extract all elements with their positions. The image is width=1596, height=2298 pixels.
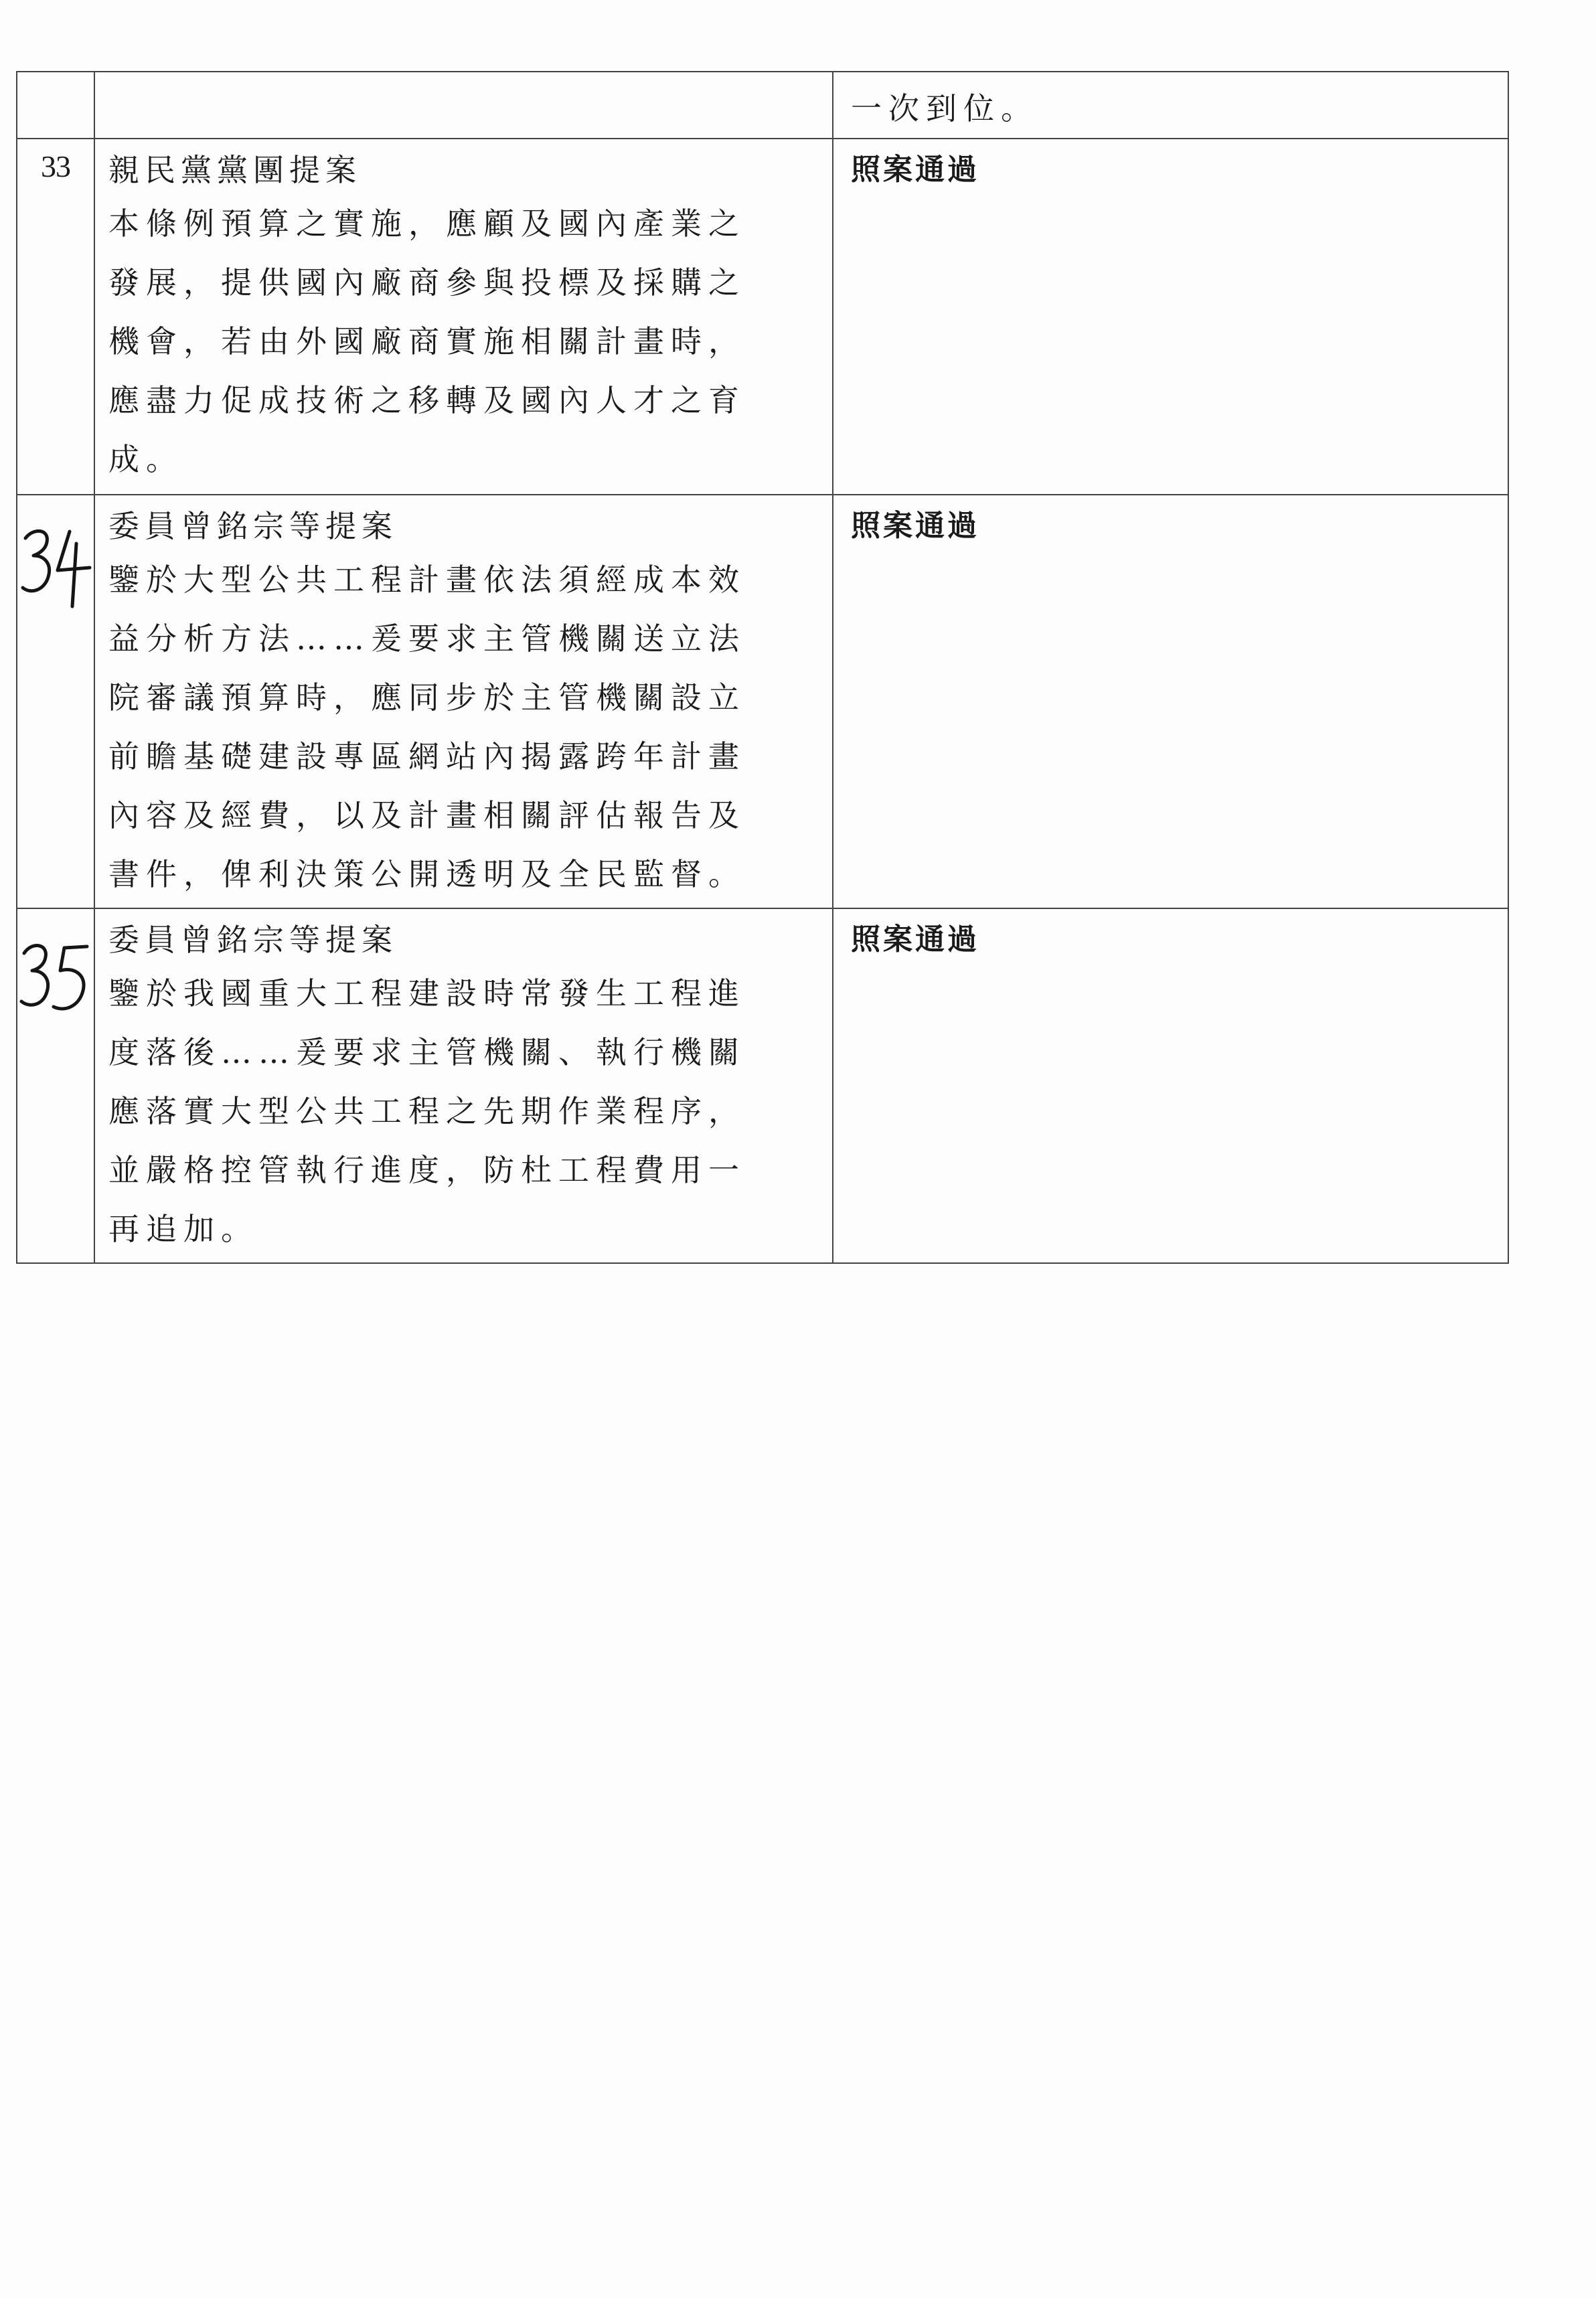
proposer-title: 委員曾銘宗等提案 (108, 922, 398, 958)
table-row-continuation (17, 72, 1508, 139)
proposal-line: 機會，若由外國廠商實施相關計畫時， (108, 323, 746, 359)
proposal-line: 成。 (108, 441, 183, 477)
handwritten-number-34 (17, 523, 95, 610)
proposal-line: 發展，提供國內廠商參與投標及採購之 (108, 264, 746, 301)
proposal-line: 前瞻基礎建設專區網站內揭露跨年計畫 (108, 738, 746, 774)
proposal-cell (94, 72, 833, 139)
proposals-table (16, 71, 1509, 1264)
table-row (17, 495, 1508, 908)
number-cell (17, 495, 94, 908)
result-cell (833, 495, 1508, 908)
proposal-cell (94, 139, 833, 495)
number-cell (17, 908, 94, 1263)
result-cell (833, 908, 1508, 1263)
result-cell (833, 72, 1508, 139)
proposal-line: 應落實大型公共工程之先期作業程序， (108, 1093, 746, 1129)
proposal-line: 院審議預算時，應同步於主管機關設立 (108, 679, 746, 716)
proposal-line: 本條例預算之實施，應顧及國內產業之 (108, 206, 746, 242)
proposer-title: 親民黨黨團提案 (108, 152, 362, 188)
proposal-line: 鑒於我國重大工程建設時常發生工程進 (108, 975, 746, 1011)
table-row (17, 139, 1508, 495)
result-label: 照案通過 (851, 922, 979, 957)
result-label: 照案通過 (851, 509, 979, 543)
proposal-line: 書件，俾利決策公開透明及全民監督。 (108, 856, 746, 892)
proposal-cell (94, 908, 833, 1263)
number-cell (17, 72, 94, 139)
number-cell (17, 139, 94, 495)
proposal-line: 內容及經費，以及計畫相關評估報告及 (108, 797, 746, 833)
proposal-line: 度落後……爰要求主管機關、執行機關 (108, 1034, 746, 1070)
result-label: 照案通過 (851, 153, 979, 187)
proposer-title: 委員曾銘宗等提案 (108, 508, 398, 544)
table-row (17, 908, 1508, 1263)
handwritten-number-35 (17, 937, 95, 1024)
result-continuation-text: 一次到位。 (851, 90, 1038, 127)
result-cell (833, 139, 1508, 495)
proposal-line: 應盡力促成技術之移轉及國內人才之育 (108, 382, 746, 418)
proposal-line: 益分析方法……爰要求主管機關送立法 (108, 621, 746, 657)
proposal-line: 鑒於大型公共工程計畫依法須經成本效 (108, 562, 746, 598)
proposal-line: 並嚴格控管執行進度，防杜工程費用一 (108, 1152, 746, 1188)
row-number: 33 (41, 149, 70, 183)
proposal-line: 再追加。 (108, 1211, 258, 1247)
proposal-cell (94, 495, 833, 908)
